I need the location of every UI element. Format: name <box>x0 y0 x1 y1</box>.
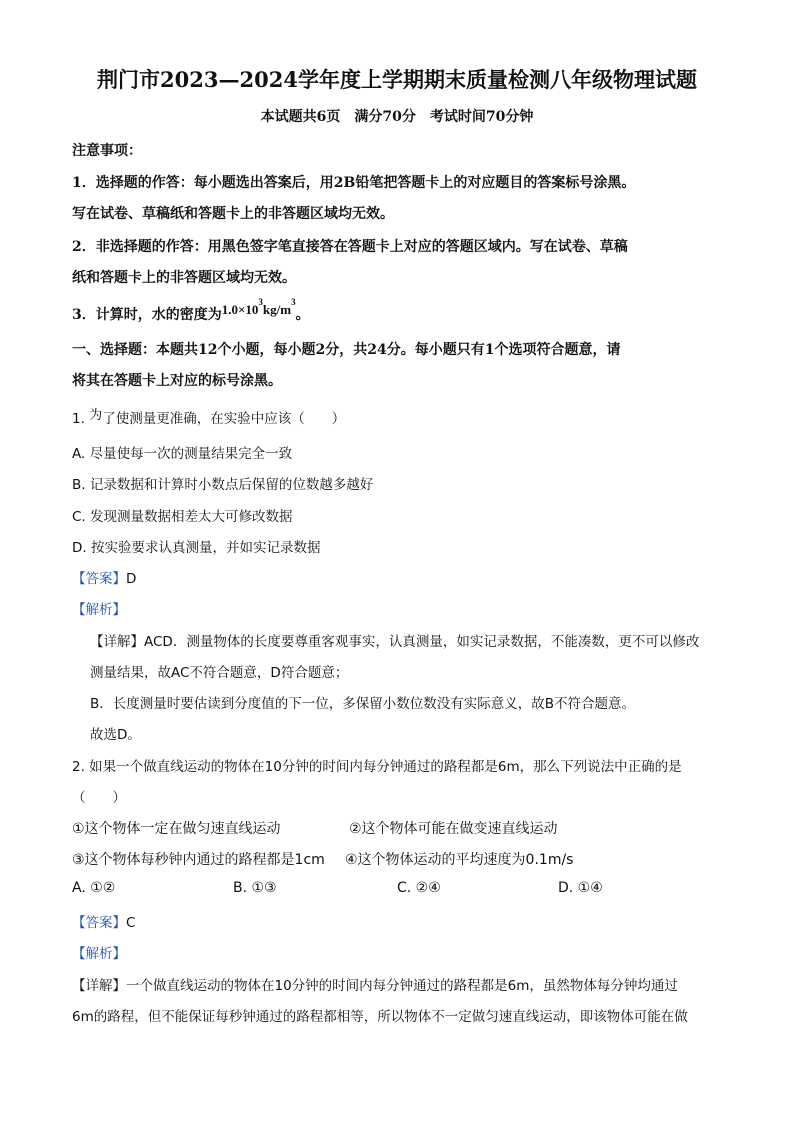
notice-item-2-line-2: 纸和答题卡上的非答题区域均无效。 <box>72 270 296 286</box>
q1-option-d: D. 按实验要求认真测量，并如实记录数据 <box>72 540 321 556</box>
q1-detail-line-3: B．长度测量时要估读到分度值的下一位，多保留小数位数没有实际意义，故B不符合题意。 <box>90 696 636 712</box>
q1-detail-line-1: 【详解】ACD．测量物体的长度要尊重客观事实，认真测量，如实记录数据，不能凑数，更不可以修改 <box>90 634 700 650</box>
q2-option-a: A. ①② <box>72 880 116 896</box>
q1-answer-value: D <box>126 571 137 587</box>
q1-option-c: C. 发现测量数据相差太大可修改数据 <box>72 509 293 525</box>
q1-stem <box>72 407 345 427</box>
q2-stem-line-1: 2. 如果一个做直线运动的物体在10分钟的时间内每分钟通过的路程都是6m，那么下列说法中正确的是 <box>72 759 682 775</box>
density-mantissa: 1.0×10 <box>221 302 259 317</box>
q1-stem-first: 为 <box>89 408 103 423</box>
q2-answer-tag: 【答案】 <box>72 915 126 931</box>
q2-detail-line-1 <box>72 974 678 994</box>
notice-item-1-line-1: 1．选择题的作答：每小题选出答案后，用2B铅笔把答题卡上的对应题目的答案标号涂黑。 <box>72 175 636 191</box>
density-exponent: 3 <box>258 297 263 307</box>
q2-option-b: B. ①③ <box>233 880 277 896</box>
section-1-heading-line-2: 将其在答题卡上对应的标号涂黑。 <box>72 373 282 389</box>
q2-detail-line-1-text: 【详解】一个做直线运动的物体在10分钟的时间内每分钟通过的路程都是6m，虽然物体每分钟均通过 <box>72 978 678 994</box>
density-unit-exponent: 3 <box>291 297 296 307</box>
q2-answer <box>72 911 135 931</box>
q2-answer-value: C <box>126 915 136 931</box>
q1-detail-line-2: 测量结果，故AC不符合题意，D符合题意； <box>90 665 349 681</box>
q1-analysis-tag: 【解析】 <box>72 602 126 618</box>
q2-statement-1: ①这个物体一定在做匀速直线运动 <box>72 821 281 837</box>
q1-answer <box>72 567 136 587</box>
q2-option-c: C. ②④ <box>397 880 441 896</box>
q2-stem-line-2: （ ） <box>72 790 126 806</box>
notice-item-3-suffix: 。 <box>295 307 310 323</box>
q2-analysis-tag: 【解析】 <box>72 946 126 962</box>
q1-stem-rest: 了使测量更准确，在实验中应该（ ） <box>102 411 346 427</box>
section-1-heading-line-1: 一、选择题：本题共12个小题，每小题2分，共24分。每小题只有1个选项符合题意，请 <box>72 342 621 358</box>
notice-item-2-line-1: 2．非选择题的作答：用黑色签字笔直接答在答题卡上对应的答题区域内。写在试卷、草稿 <box>72 239 628 255</box>
notice-item-3 <box>72 297 310 324</box>
notice-heading: 注意事项： <box>72 143 142 159</box>
q2-option-d: D. ①④ <box>558 880 603 896</box>
density-unit: kg/m <box>262 302 292 317</box>
q1-option-a: A. 尽量使每一次的测量结果完全一致 <box>72 446 293 462</box>
q2-detail-line-2: 6m的路程，但不能保证每秒钟通过的路程都相等，所以物体不一定做匀速直线运动，即该物体可能在做 <box>72 1009 688 1025</box>
q1-detail-line-4: 故选D。 <box>90 727 141 743</box>
q2-statement-4: ④这个物体运动的平均速度为0.1m/s <box>345 852 574 868</box>
q2-statement-2: ②这个物体可能在做变速直线运动 <box>349 821 558 837</box>
notice-item-1-line-2: 写在试卷、草稿纸和答题卡上的非答题区域均无效。 <box>72 206 394 222</box>
q1-option-b: B. 记录数据和计算时小数点后保留的位数越多越好 <box>72 477 374 493</box>
notice-item-3-prefix: 3．计算时，水的密度为 <box>72 307 222 323</box>
q1-number: 1. <box>72 411 85 427</box>
page-title: 荆门市2023—2024学年度上学期期末质量检测八年级物理试题 <box>97 67 697 92</box>
q1-answer-tag: 【答案】 <box>72 571 126 587</box>
page-subtitle: 本试题共6页 满分70分 考试时间70分钟 <box>260 109 534 125</box>
q2-statement-3: ③这个物体每秒钟内通过的路程都是1cm <box>72 852 325 868</box>
water-density-formula <box>221 297 296 317</box>
